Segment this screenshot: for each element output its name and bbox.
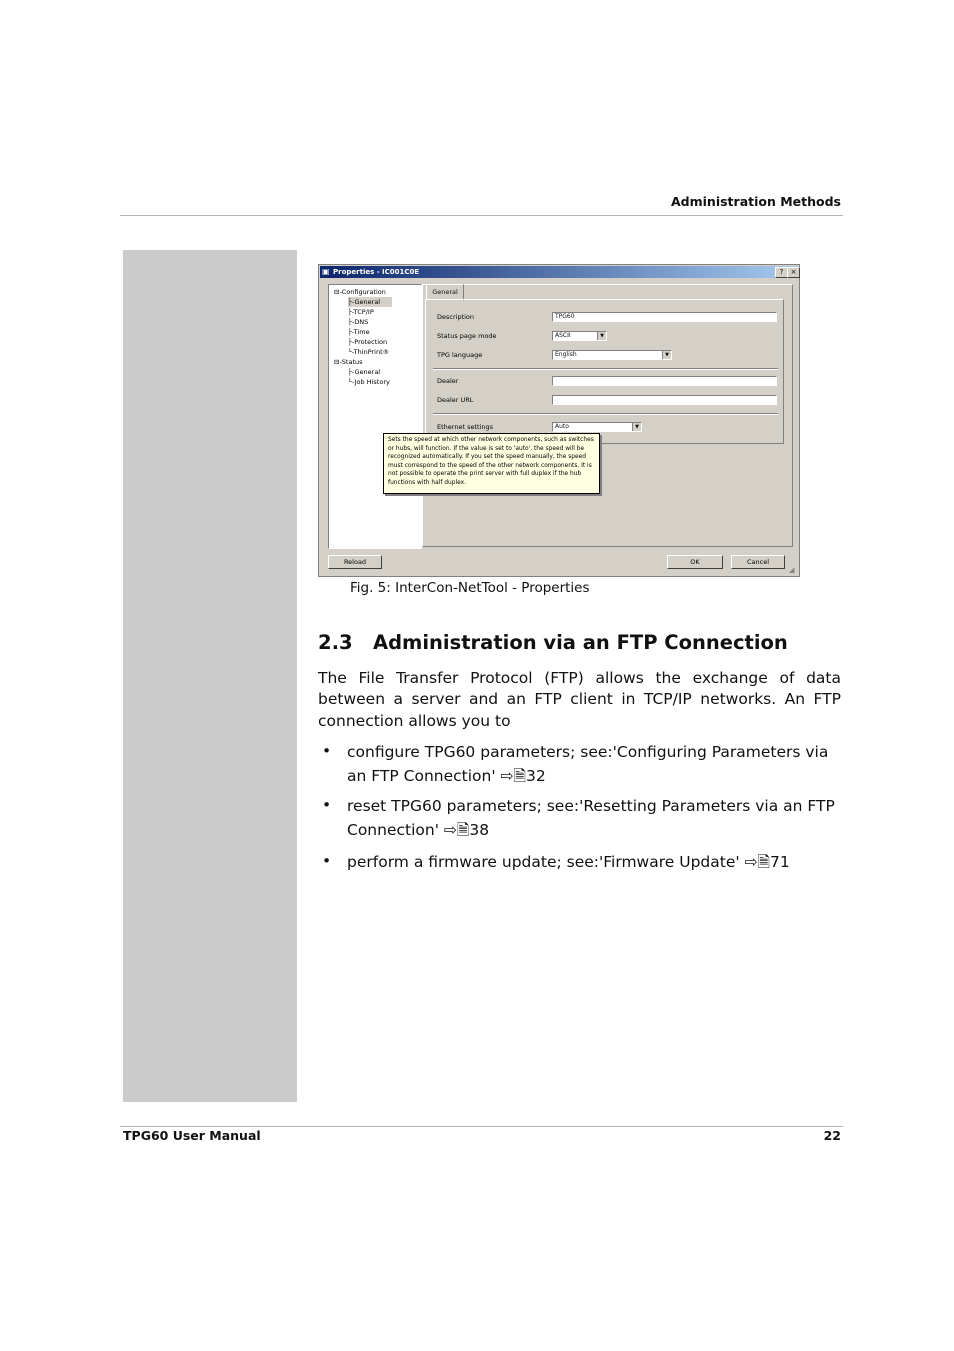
- page-reference-link[interactable]: ⇨🗎38: [443, 820, 490, 839]
- ethernet-tooltip: Sets the speed at which other network components, such as switches or hubs, will function. If the value is set to 'auto', the speed will be recognized automatically. If you set the speed manually, the speed must correspond to the speed of the other network components. It is not possible to operate the print server with full duplex if the hub functions with half duplex.: [383, 433, 600, 494]
- tree-item-configuration[interactable]: ⊟-Configuration: [334, 288, 386, 296]
- tree-item-dns[interactable]: ├-DNS: [348, 318, 369, 326]
- section-number: 2.3: [318, 631, 353, 654]
- chevron-down-icon: ▼: [662, 351, 671, 359]
- bullet-icon: •: [322, 852, 332, 870]
- header-rule: [120, 215, 843, 216]
- page-number: 22: [823, 1128, 841, 1143]
- tree-item-time[interactable]: ├-Time: [348, 328, 370, 336]
- dealer-field[interactable]: [552, 376, 777, 386]
- intro-paragraph: The File Transfer Protocol (FTP) allows the exchange of data between a server and an FTP client in TCP/IP networks. An FTP connection allows you to: [318, 669, 841, 730]
- margin-sidebar: [123, 250, 297, 1102]
- running-header: Administration Methods: [671, 194, 841, 209]
- description-label: Description: [437, 313, 475, 321]
- tree-item-tcpip[interactable]: ├-TCP/IP: [348, 308, 374, 316]
- reload-button[interactable]: Reload: [328, 555, 382, 569]
- tree-item-general[interactable]: ├-General: [348, 297, 392, 307]
- tree-item-status-general[interactable]: ├-General: [348, 368, 381, 376]
- tree-item-status[interactable]: ⊟-Status: [334, 358, 363, 366]
- close-button[interactable]: ×: [787, 267, 800, 278]
- tpg-language-select[interactable]: English ▼: [552, 350, 672, 360]
- tpg-language-label: TPG language: [437, 351, 483, 359]
- ethernet-settings-select[interactable]: Auto ▼: [552, 422, 642, 432]
- page-reference-link[interactable]: ⇨🗎32: [500, 766, 546, 785]
- status-page-mode-label: Status page mode: [437, 332, 497, 340]
- properties-dialog-screenshot: [318, 264, 800, 577]
- app-icon: ▣: [322, 267, 330, 276]
- figure-caption: Fig. 5: InterCon-NetTool - Properties: [350, 580, 590, 596]
- config-tree: [328, 284, 422, 549]
- dealer-label: Dealer: [437, 377, 459, 385]
- list-item: reset TPG60 parameters; see:'Resetting Parameters via an FTP Connection' ⇨🗎38: [347, 797, 835, 839]
- footer-rule: [120, 1126, 843, 1127]
- dealer-url-label: Dealer URL: [437, 396, 474, 404]
- list-item: perform a firmware update; see:'Firmware Update' ⇨🗎71: [347, 853, 790, 871]
- dialog-title: Properties - IC001C0E: [333, 268, 420, 276]
- help-button[interactable]: ?: [775, 267, 788, 278]
- status-page-mode-select[interactable]: ASCII ▼: [552, 331, 607, 341]
- description-field[interactable]: TPG60: [552, 312, 777, 322]
- tree-item-protection[interactable]: ├-Protection: [348, 338, 388, 346]
- page-reference-link[interactable]: ⇨🗎71: [744, 853, 790, 871]
- bullet-icon: •: [322, 742, 332, 760]
- tree-item-job-history[interactable]: └-Job History: [348, 378, 390, 386]
- divider: [433, 368, 778, 370]
- chevron-down-icon: ▼: [632, 423, 641, 431]
- section-title: Administration via an FTP Connection: [373, 631, 788, 654]
- list-item: configure TPG60 parameters; see:'Configuring Parameters via an FTP Connection' ⇨🗎32: [347, 743, 829, 785]
- tab-general[interactable]: General: [426, 284, 464, 301]
- resize-grip-icon[interactable]: ◢: [789, 566, 795, 574]
- bullet-icon: •: [322, 796, 332, 814]
- dealer-url-field[interactable]: [552, 395, 777, 405]
- dialog-titlebar: [320, 266, 798, 278]
- ethernet-settings-label: Ethernet settings: [437, 423, 493, 431]
- ok-button[interactable]: OK: [667, 555, 723, 569]
- tree-item-thinprint[interactable]: └-ThinPrint®: [348, 348, 390, 356]
- footer-manual-title: TPG60 User Manual: [123, 1128, 261, 1143]
- divider: [433, 413, 778, 415]
- cancel-button[interactable]: Cancel: [731, 555, 785, 569]
- chevron-down-icon: ▼: [597, 332, 606, 340]
